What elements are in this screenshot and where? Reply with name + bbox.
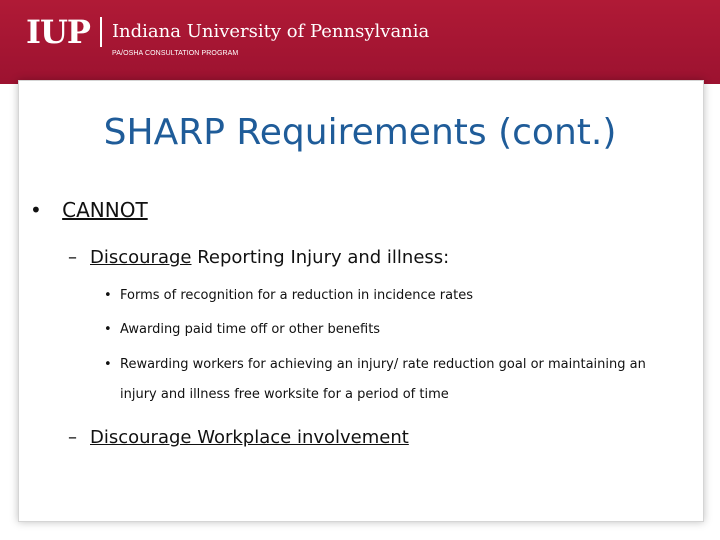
list-item <box>104 288 473 303</box>
list-item-text: Rewarding workers for achieving an injury/ rate reduction goal or maintaining an <box>120 357 646 372</box>
list-item-text: Forms of recognition for a reduction in incidence rates <box>120 288 473 303</box>
sub-bullet-reporting <box>68 247 449 268</box>
logo-mark: IUP <box>26 13 90 51</box>
list-item-continuation <box>104 387 449 402</box>
list-item-text: Awarding paid time off or other benefits <box>120 322 381 337</box>
bullet-icon: • <box>104 322 112 337</box>
university-name: Indiana University of Pennsylvania <box>111 21 430 42</box>
bullet-icon: • <box>104 288 112 303</box>
bullet-icon: • <box>104 357 112 372</box>
bullet-text: CANNOT <box>62 198 148 222</box>
dash-icon: – <box>68 427 77 448</box>
list-item <box>104 322 380 337</box>
header-banner <box>0 0 720 84</box>
dash-icon: – <box>68 247 77 268</box>
sub-underlined-text: Discourage <box>90 247 192 268</box>
sub-text: Reporting Injury and illness: <box>191 247 450 268</box>
slide-title: SHARP Requirements (cont.) <box>103 112 617 153</box>
sub-text: Discourage Workplace involvement <box>90 427 409 448</box>
program-label: PA/OSHA CONSULTATION PROGRAM <box>112 50 239 57</box>
list-item <box>104 357 646 372</box>
logo-divider <box>100 17 102 47</box>
sub-bullet-involvement <box>68 427 409 448</box>
bullet-icon: • <box>30 198 42 222</box>
list-item-text: injury and illness free worksite for a period of time <box>120 387 449 402</box>
iup-logo <box>26 14 429 50</box>
bullet-cannot <box>30 198 148 222</box>
